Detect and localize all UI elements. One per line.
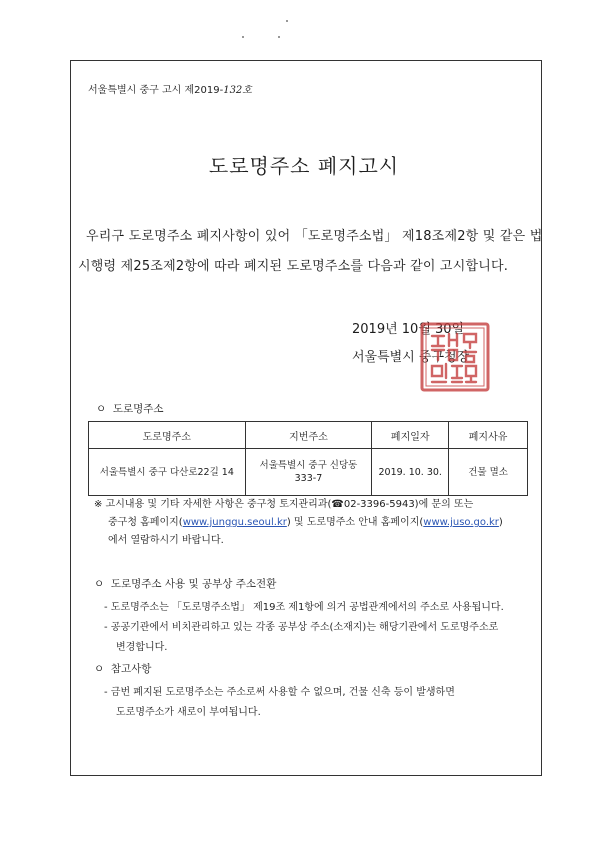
issuer-name: 서울특별시 중구청장 xyxy=(352,350,470,365)
cell-road-address: 서울특별시 중구 다산로22길 14 xyxy=(89,449,246,496)
section2-bullet-2: - 공공기관에서 비치관리하고 있는 각종 공부상 주소(소재지)는 해당기관에서 도로명주소로 xyxy=(104,622,499,633)
note-line-1: ※ 고시내용 및 기타 자세한 사항은 중구청 토지관리과(☎02-3396-5943)에 문의 또는 xyxy=(94,499,474,510)
section-heading-text: 참고사항 xyxy=(110,663,152,675)
section2-bullet-2-continued: 변경합니다. xyxy=(116,642,168,653)
official-seal-stamp xyxy=(418,320,492,394)
page-title: 도로명주소 폐지고시 xyxy=(208,154,400,178)
column-header: 지번주소 xyxy=(245,422,372,449)
section-reference-heading xyxy=(94,661,151,676)
section2-bullet-1: - 도로명주소는 「도로명주소법」 제19조 제1항에 의거 공법관계에서의 주소로 사용됩니다. xyxy=(104,602,504,613)
section3-bullet-1-continued: 도로명주소가 새로이 부여됩니다. xyxy=(116,707,261,718)
note-line-2 xyxy=(108,514,503,532)
column-header: 폐지사유 xyxy=(449,422,528,449)
bullet-symbol: ㅇ xyxy=(96,403,107,415)
section-heading-text: 도로명주소 xyxy=(112,403,164,415)
notice-number-handwritten: 132호 xyxy=(223,85,252,96)
table-header-row xyxy=(89,422,528,449)
lot-address-line-1: 서울특별시 중구 신당동 xyxy=(259,460,358,471)
cell-abolish-reason: 건물 멸소 xyxy=(449,449,528,496)
cell-lot-address xyxy=(245,449,372,496)
notice-number-prefix: 서울특별시 중구 고시 제2019- xyxy=(88,85,224,96)
column-header: 도로명주소 xyxy=(89,422,246,449)
note-text: ) 및 도로명주소 안내 홈페이지( xyxy=(286,517,424,528)
junggu-homepage-link[interactable]: www.junggu.seoul.kr xyxy=(182,517,287,528)
section3-bullet-1: - 금번 폐지된 도로명주소는 주소로써 사용할 수 없으며, 건물 신축 등이 발생하면 xyxy=(104,687,455,698)
note-text: ) xyxy=(498,517,503,528)
road-address-table xyxy=(88,421,528,496)
body-text-line-1: 우리구 도로명주소 폐지사항이 있어 「도로명주소법」 제18조제2항 및 같은 법 xyxy=(86,229,543,244)
body-text-line-2: 시행령 제25조제2항에 따라 폐지된 도로명주소를 다음과 같이 고시합니다. xyxy=(78,259,509,274)
cell-abolish-date: 2019. 10. 30. xyxy=(372,449,449,496)
section-address-use-heading xyxy=(94,576,276,591)
column-header: 폐지일자 xyxy=(372,422,449,449)
bullet-symbol: ㅇ xyxy=(94,663,105,675)
juso-homepage-link[interactable]: www.juso.go.kr xyxy=(423,517,499,528)
bullet-symbol: ㅇ xyxy=(94,578,105,590)
section-heading-text: 도로명주소 사용 및 공부상 주소전환 xyxy=(110,578,277,590)
section-road-address-heading xyxy=(96,401,164,416)
note-text: 중구청 홈페이지( xyxy=(108,517,183,528)
note-line-3: 에서 열람하시기 바랍니다. xyxy=(108,535,224,546)
table-row xyxy=(89,449,528,496)
notice-number xyxy=(88,81,252,96)
scan-artifact xyxy=(240,14,300,44)
lot-address-line-2: 333-7 xyxy=(294,473,323,484)
notice-date: 2019년 10월 30일 xyxy=(352,322,465,337)
